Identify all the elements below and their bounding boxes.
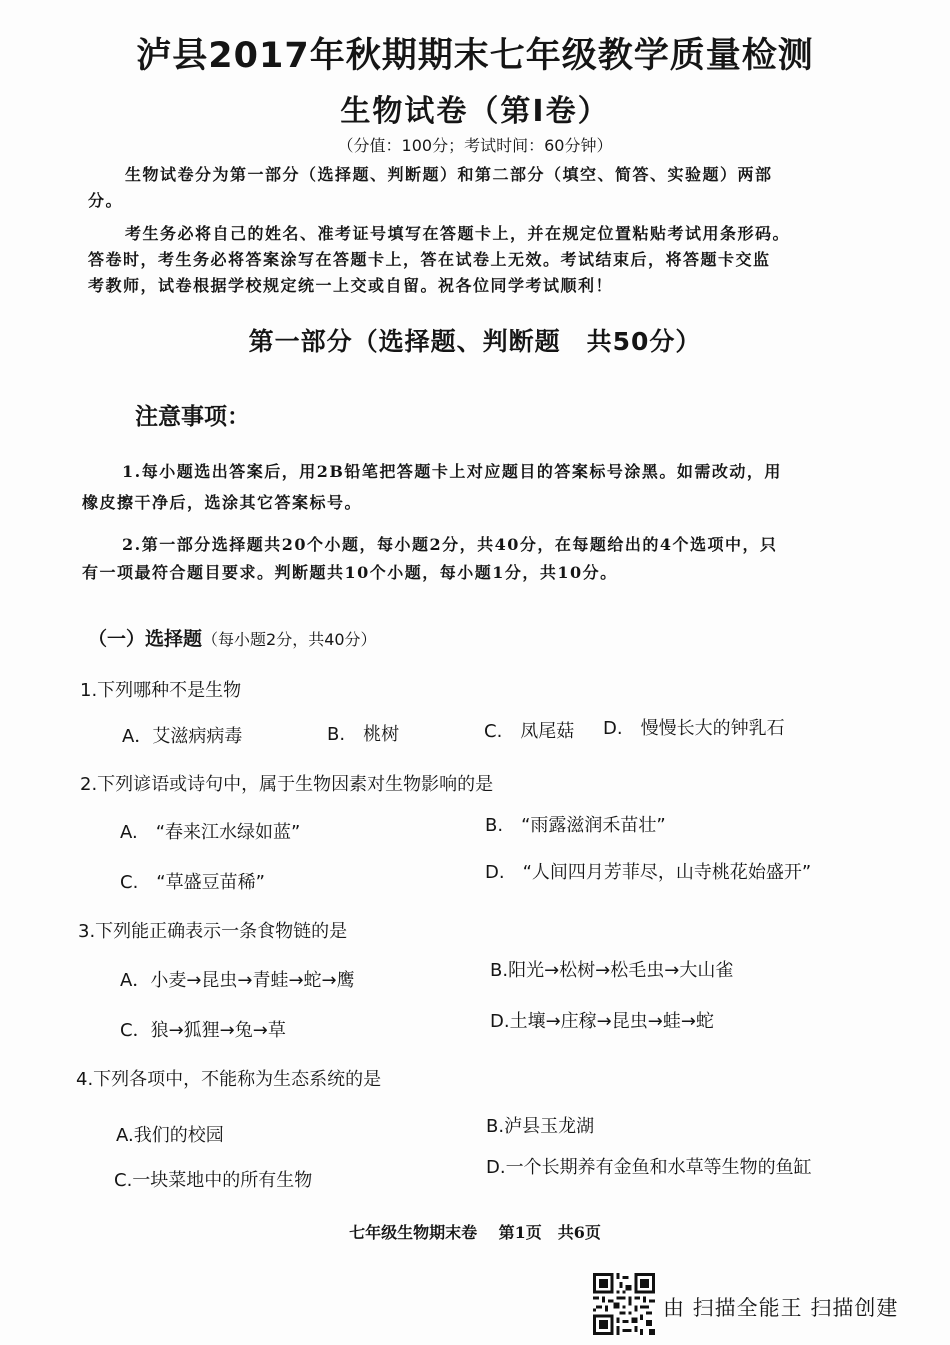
section-1-note: （每小题2分，共40分）	[202, 630, 377, 649]
question-1-option-a: A．艾滋病病毒	[122, 726, 243, 747]
intro-line-2: 分。	[88, 191, 124, 210]
question-4-option-d: D.一个长期养有金鱼和水草等生物的鱼缸	[486, 1157, 812, 1178]
notice-item-2-line-2: 有一项最符合题目要求。判断题共10个小题，每小题1分，共10分。	[82, 563, 618, 582]
question-4-stem: 4.下列各项中，不能称为生态系统的是	[76, 1069, 382, 1090]
question-1-option-d: D. 慢慢长大的钟乳石	[603, 718, 785, 739]
question-2-option-b: B. “雨露滋润禾苗壮”	[485, 815, 666, 836]
question-2-stem: 2.下列谚语或诗句中，属于生物因素对生物影响的是	[80, 774, 494, 795]
question-3-option-d: D.土壤→庄稼→昆虫→蛙→蛇	[490, 1011, 714, 1032]
intro-line-1: 生物试卷分为第一部分（选择题、判断题）和第二部分（填空、简答、实验题）两部	[125, 165, 773, 184]
question-3-option-c: C．狼→狐狸→兔→草	[120, 1020, 286, 1041]
question-1-stem: 1.下列哪种不是生物	[80, 680, 242, 701]
question-2-option-c: C. “草盛豆苗稀”	[120, 872, 265, 893]
exam-meta: （分值：100分；考试时间：60分钟）	[337, 136, 613, 155]
notice-item-1-line-2: 橡皮擦干净后，选涂其它答案标号。	[82, 493, 363, 512]
page-footer: 七年级生物期末卷 第1页 共6页	[349, 1223, 601, 1242]
intro-line-3: 考生务必将自己的姓名、准考证号填写在答题卡上，并在规定位置粘贴考试用条形码。	[125, 224, 791, 243]
question-3-option-b: B.阳光→松树→松毛虫→大山雀	[490, 960, 734, 981]
notice-item-1-line-1: 1.每小题选出答案后，用2B铅笔把答题卡上对应题目的答案标号涂黑。如需改动，用	[122, 462, 782, 481]
section-1-heading	[88, 624, 377, 651]
question-1-option-b: B. 桃树	[327, 724, 400, 745]
question-4-option-b: B.泸县玉龙湖	[486, 1116, 595, 1137]
question-1-option-c: C. 凤尾菇	[484, 721, 575, 742]
intro-line-4: 答卷时，考生务必将答案涂写在答题卡上，答在试卷上无效。考试结束后，将答题卡交监	[88, 250, 771, 269]
question-2-option-d: D. “人间四月芳菲尽，山寺桃花始盛开”	[485, 862, 812, 883]
exam-subtitle: 生物试卷（第Ⅰ卷）	[340, 94, 610, 129]
intro-line-5: 考教师，试卷根据学校规定统一上交或自留。祝各位同学考试顺利！	[88, 276, 614, 295]
scanner-watermark: 由 扫描全能王 扫描创建	[663, 1296, 899, 1320]
question-4-option-a: A.我们的校园	[116, 1125, 224, 1146]
qr-code-icon	[593, 1273, 655, 1335]
question-3-stem: 3.下列能正确表示一条食物链的是	[78, 921, 348, 942]
exam-title: 泸县2017年秋期期末七年级教学质量检测	[136, 36, 814, 76]
question-2-option-a: A. “春来江水绿如蓝”	[120, 822, 301, 843]
part1-title: 第一部分（选择题、判断题 共50分）	[248, 327, 702, 356]
section-1-title: （一）选择题	[88, 628, 203, 650]
notice-item-2-line-1: 2.第一部分选择题共20个小题，每小题2分，共40分，在每题给出的4个选项中，只	[122, 535, 778, 554]
notice-heading: 注意事项：	[135, 404, 250, 430]
question-4-option-c: C.一块菜地中的所有生物	[114, 1170, 313, 1191]
question-3-option-a: A．小麦→昆虫→青蛙→蛇→鹰	[120, 970, 355, 991]
